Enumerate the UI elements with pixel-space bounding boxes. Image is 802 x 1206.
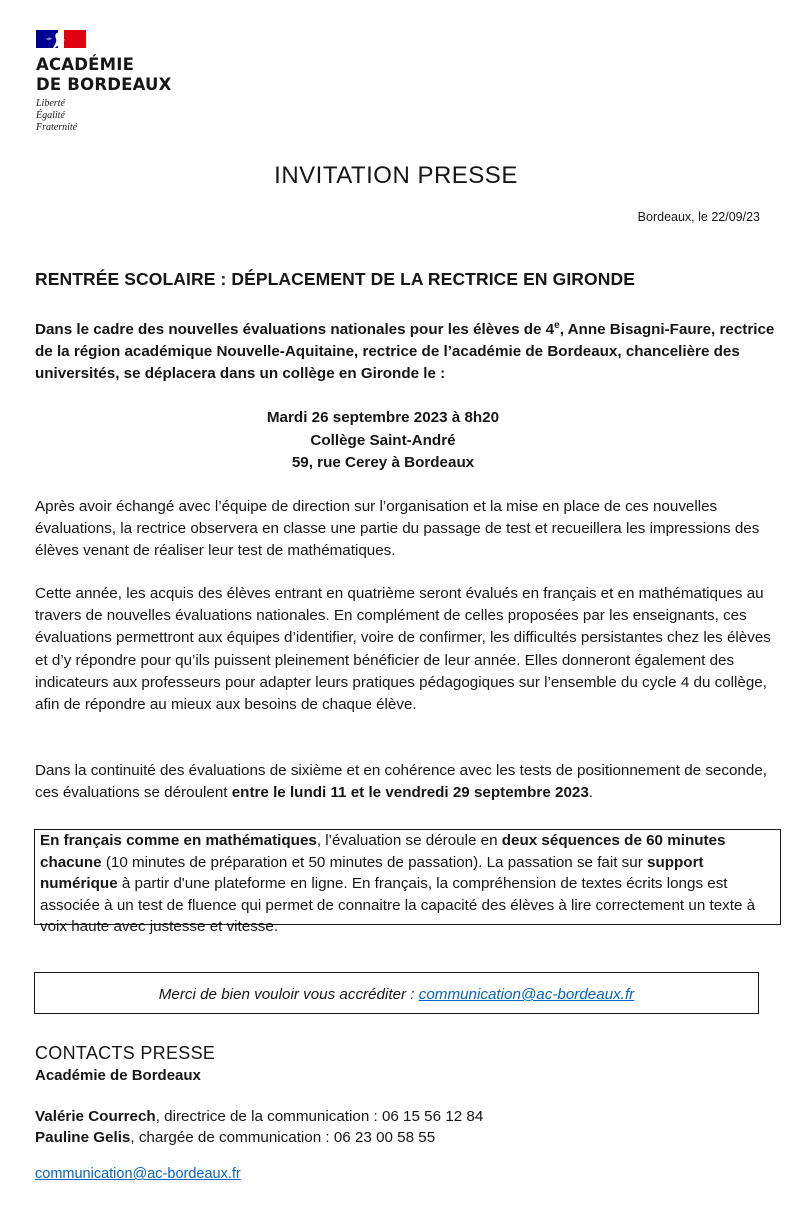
contact-person — [35, 1108, 483, 1125]
contact-phone: 06 15 56 12 84 — [381, 1108, 484, 1125]
motto-egalite: Égalité — [36, 110, 65, 121]
intro-part1: Dans le cadre des nouvelles évaluations nationales pour les élèves de 4 — [35, 321, 555, 339]
logo-title-line1: ACADÉMIE — [36, 55, 135, 74]
contacts-title: CONTACTS PRESSE — [35, 1043, 216, 1063]
accreditation-box — [34, 972, 759, 1014]
event-datetime: Mardi 26 septembre 2023 à 8h20 — [266, 409, 500, 426]
academie-logo — [36, 30, 172, 134]
paragraph-evaluations: Cette année, les acquis des élèves entrant en quatrième seront évalués en français et en mathématiques au travers de nouvelles évaluations nationales. En complément de celles proposées par les enseignants, ces évaluations permettront aux équipes d’identifier, voire de confirmer, les difficultés persistantes chez les élèves et d’y répondre pour qu’ils puissent pleinement bénéficier de leur année. Elles donneront également des indicateurs aux professeurs pour adapter leurs pratiques pédagogiques sur l’ensemble du cycle 4 du collège, afin de répondre au mieux aux besoins de chaque élève. — [35, 585, 771, 714]
contact-name: Valérie Courrech — [35, 1108, 156, 1125]
motto-fraternite: Fraternité — [36, 122, 78, 133]
contact-name: Pauline Gelis — [35, 1129, 131, 1146]
info-text-1: , l’évaluation se déroule en — [316, 832, 502, 849]
marianne-flag-icon — [36, 30, 86, 48]
event-address: 59, rue Cerey à Bordeaux — [291, 454, 475, 471]
document-title: INVITATION PRESSE — [274, 162, 518, 189]
document-date: Bordeaux, le 22/09/23 — [637, 210, 760, 224]
intro-part2: , Anne Bisagni-Faure, rectrice de la région académique Nouvelle-Aquitaine, rectrice de l’académie de Bordeaux, chancelière des universités, se déplacera dans un collège en Gironde le : — [35, 321, 775, 383]
logo-title-line2: DE BORDEAUX — [36, 75, 172, 94]
schedule-text: Dans la continuité des évaluations de sixième et en cohérence avec les tests de positionnement de seconde, ces évaluations se déroulent — [35, 762, 767, 802]
info-bold-2: deux séquences de 60 minutes chacune — [40, 832, 726, 871]
paragraph-visit: Après avoir échangé avec l’équipe de direction sur l’organisation et la mise en place de ces nouvelles évaluations, la rectrice observera en classe une partie du passage de test et recueillera les impressions des élèves venant de réaliser leur test de mathématiques. — [35, 498, 760, 560]
schedule-end: . — [588, 784, 594, 802]
contacts-email — [35, 1166, 241, 1182]
paragraph-schedule — [35, 760, 780, 804]
intro-paragraph — [35, 315, 780, 386]
contact-role: , chargée de communication : — [130, 1129, 334, 1146]
contacts-email-link[interactable]: communication@ac-bordeaux.fr — [35, 1166, 241, 1182]
accreditation-text: Merci de bien vouloir vous accréditer : — [158, 986, 419, 1003]
contact-role: , directrice de la communication : — [155, 1108, 382, 1125]
contact-phone: 06 23 00 58 55 — [333, 1129, 436, 1146]
schedule-dates: entre le lundi 11 et le vendredi 29 septembre 2023 — [231, 784, 589, 802]
motto-liberte: Liberté — [36, 98, 65, 109]
info-text-3: à partir d'une plateforme en ligne. En français, la compréhension de textes écrits longs est associée à un test de fluence qui permet de connaitre la capacité des élèves à lire correctement un texte à voix haute avec justesse et vitesse. — [40, 875, 756, 935]
info-bold-3: support numérique — [40, 853, 704, 892]
info-text-2: (10 minutes de préparation et 50 minutes de passation). La passation se fait sur — [101, 853, 648, 871]
contacts-organization: Académie de Bordeaux — [35, 1067, 201, 1084]
event-details — [0, 407, 766, 475]
intro-superscript: e — [554, 320, 560, 331]
section-title: RENTRÉE SCOLAIRE : DÉPLACEMENT DE LA RECTRICE EN GIRONDE — [35, 269, 635, 289]
info-box — [34, 829, 781, 935]
contact-person — [35, 1129, 435, 1146]
info-bold-1: En français comme en mathématiques — [40, 832, 317, 849]
accreditation-email-link[interactable]: communication@ac-bordeaux.fr — [418, 986, 635, 1003]
logo-motto — [36, 98, 172, 134]
event-place: Collège Saint-André — [310, 431, 456, 449]
